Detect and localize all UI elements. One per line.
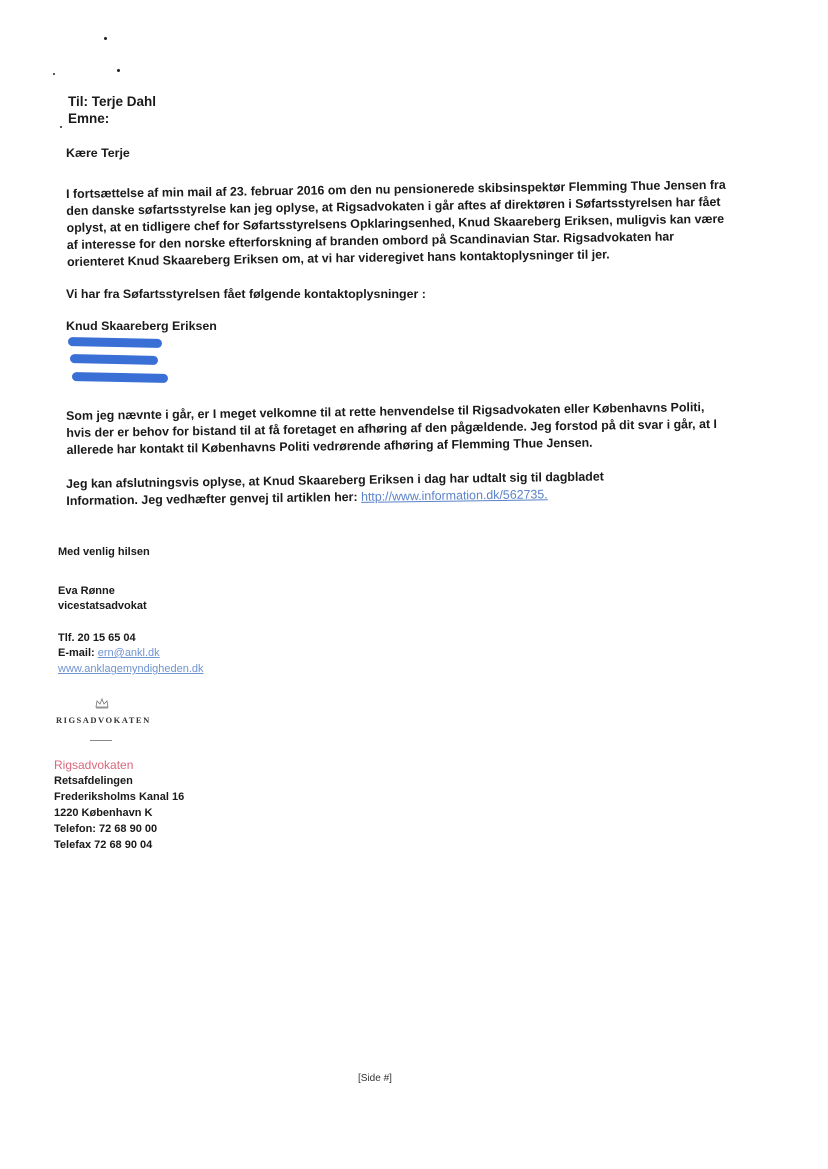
paragraph-3: [66, 399, 727, 459]
address-dept: Retsafdelingen: [54, 775, 133, 787]
signer-name: Eva Rønne: [58, 585, 115, 597]
email-link[interactable]: ern@ankl.dk: [97, 647, 160, 659]
contact-name: [66, 318, 726, 335]
paragraph-1: [66, 177, 727, 271]
redaction-bar: [72, 372, 168, 383]
crown-icon: [95, 697, 109, 709]
website-link[interactable]: www.anklagemyndigheden.dk: [58, 663, 204, 675]
redaction-bar: [68, 337, 162, 348]
salutation-text: Kære Terje: [66, 146, 130, 160]
email-label: E-mail:: [58, 647, 95, 659]
signer-email-row: [58, 646, 160, 661]
paragraph-4: [66, 468, 666, 510]
website-row: [58, 662, 204, 677]
article-link[interactable]: http://www.information.dk/562735.: [360, 487, 548, 504]
scan-speck: [117, 69, 120, 72]
address-fax: Telefax 72 68 90 04: [54, 839, 153, 851]
logo-divider: [90, 740, 112, 741]
to-label: Til:: [68, 94, 88, 109]
address-org: [54, 758, 133, 775]
subject-row: [68, 110, 156, 127]
to-row: [68, 93, 156, 110]
logo-wordmark: RIGSADVOKATEN: [56, 715, 151, 725]
to-value: Terje Dahl: [91, 94, 157, 109]
paragraph-2-text: Vi har fra Søfartsstyrelsen fået følgende kontaktoplysninger :: [66, 287, 426, 301]
page-number: [Side #]: [358, 1073, 392, 1084]
email-header: [68, 93, 156, 127]
address-street: Frederiksholms Kanal 16: [54, 791, 185, 803]
closing: Med venlig hilsen: [58, 546, 150, 558]
paragraph-2: [66, 286, 726, 303]
signer-title: vicestatsadvokat: [58, 600, 147, 612]
scan-speck: [60, 126, 62, 128]
paragraph-1-text: I fortsættelse af min mail af 23. februar 2016 om den nu pensionerede skibsinspektør Flemming Thue Jensen fra den danske søfartsstyrelse kan jeg oplyse, at Rigsadvokaten i går aftes af direktøren i Søfartsstyrelsen har fået oplyst, at en tidligere chef for Søfartsstyrelsens Opklaringsenhed, Knud Skaareberg Eriksen, muligvis kan være af interesse for den norske efterforskning af branden ombord på Scandinavian Star. Rigsadvokaten har orienteret Knud Skaareberg Eriksen om, at vi har videregivet hans kontaktoplysninger til jer.: [66, 177, 726, 269]
paragraph-3-text: Som jeg nævnte i går, er I meget velkomne til at rette henvendelse til Rigsadvokaten eller Københavns Politi, hvis der er behov for bistand til at få foretaget en afhøring af den pågældende. Jeg forstod på dit svar i går, at I allerede har kontakt til Københavns Politi vedrørende afhøring af Flemming Thue Jensen.: [66, 400, 718, 457]
scan-speck: [104, 37, 107, 40]
address-city: 1220 København K: [54, 807, 153, 819]
subject-label: Emne:: [68, 111, 110, 126]
paragraph-4-body: Jeg kan afslutningsvis oplyse, at Knud Skaareberg Eriksen i dag har udtalt sig til dagbladet Information. Jeg vedhæfter genvej til artiklen her:: [66, 469, 604, 508]
signer-phone: Tlf. 20 15 65 04: [58, 632, 136, 644]
address-phone: Telefon: 72 68 90 00: [54, 823, 158, 835]
paragraph-4-text: [66, 468, 666, 510]
salutation: [66, 145, 726, 162]
redaction-bar: [70, 354, 158, 365]
address-org-text: Rigsadvokaten: [54, 758, 134, 772]
scan-speck: [53, 73, 55, 75]
contact-name-text: Knud Skaareberg Eriksen: [66, 319, 217, 333]
